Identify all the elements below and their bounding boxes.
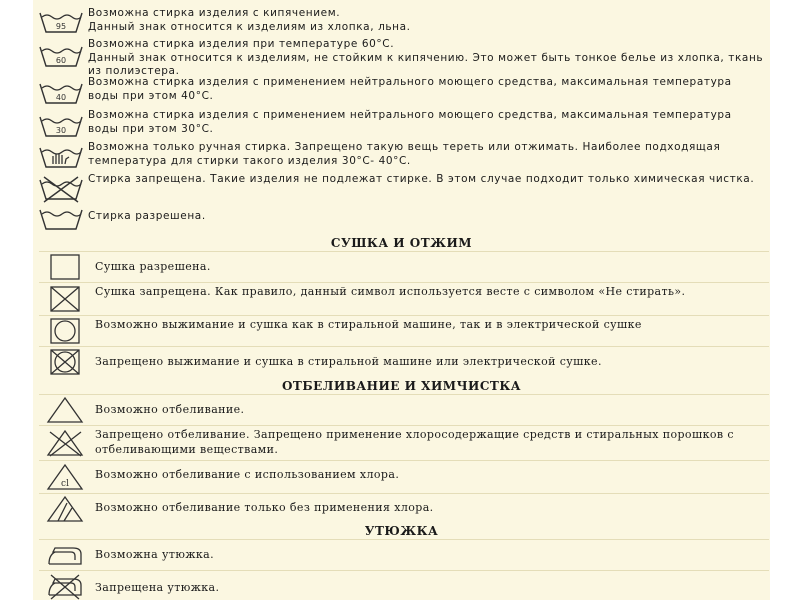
- no-bleach-icon: [45, 428, 85, 458]
- wash-95-text: Возможна стирка изделия с кипячением. Данный знак относится к изделиям из хлопка, льна.: [88, 7, 411, 33]
- wash-allowed-text: Стирка разрешена.: [88, 210, 206, 222]
- bleaching-row: [33, 426, 770, 460]
- no-iron-icon: [45, 571, 85, 601]
- wash-60-text: Возможна стирка изделия при температуре 60°С. Данный знак относится к изделиям, не стойким к кипячению. Это может быть тонкое белье из хлопка, ткань из полиэстера.: [88, 38, 764, 77]
- wash-40-text: Возможна стирка изделия с применением нейтрального моющего средства, максимальная температура воды при этом 40°С.: [88, 76, 732, 102]
- bleach-allowed-text: Возможно отбеливание.: [95, 403, 245, 416]
- drying-header: СУШКА И ОТЖИМ: [330, 236, 473, 250]
- ironing-row: [33, 540, 770, 570]
- wash-row: [33, 38, 770, 78]
- wash-60-icon: [38, 42, 84, 70]
- svg-text:30: 30: [55, 126, 67, 135]
- drying-row: [33, 347, 770, 377]
- care-symbols-sheet: [33, 0, 770, 600]
- non-chlorine-bleach-text: Возможно отбеливание только без применения хлора.: [95, 501, 434, 514]
- iron-allowed-icon: [45, 540, 85, 570]
- drying-forbidden-icon: [45, 284, 85, 314]
- chlorine-bleach-icon: [45, 462, 85, 492]
- svg-text:cl: cl: [61, 479, 69, 489]
- bleaching-row: [33, 461, 770, 493]
- iron-allowed-text: Возможна утюжка.: [95, 548, 214, 561]
- bleaching-row: [33, 494, 770, 524]
- no-wash-text: Стирка запрещена. Такие изделия не подлежат стирке. В этом случае подходит только химическая чистка.: [88, 173, 755, 185]
- no-wash-icon: [38, 175, 84, 203]
- wash-row: [33, 141, 770, 173]
- wash-30-icon: [38, 112, 84, 140]
- drying-row: [33, 252, 770, 282]
- no-bleach-text: Запрещено отбеливание. Запрещено применение хлоросодержащие средств и стиральных порошков с отбеливающими веществами.: [95, 428, 734, 456]
- drying-allowed-icon: [45, 252, 85, 282]
- wash-row: [33, 6, 770, 36]
- tumble-dry-text: Возможно выжимание и сушка как в стиральной машине, так и в электрической сушке: [95, 318, 642, 331]
- wash-30-text: Возможна стирка изделия с применением нейтрального моющего средства, максимальная температура воды при этом 30°С.: [88, 109, 732, 135]
- svg-text:60: 60: [55, 56, 67, 65]
- wash-allowed-icon: [38, 205, 84, 233]
- hand-wash-text: Возможна только ручная стирка. Запрещено такую вещь тереть или отжимать. Наиболее подходящая температура для стирки такого изделия 30°С- 40°С.: [88, 141, 721, 167]
- drying-allowed-text: Сушка разрешена.: [95, 260, 211, 273]
- no-iron-text: Запрещена утюжка.: [95, 581, 220, 594]
- bleaching-header: ОТБЕЛИВАНИЕ И ХИМЧИСТКА: [281, 379, 522, 393]
- ironing-header: УТЮЖКА: [364, 524, 439, 538]
- svg-text:40: 40: [55, 93, 67, 102]
- wash-row: [33, 173, 770, 207]
- no-tumble-dry-text: Запрещено выжимание и сушка в стиральной машине или электрической сушке.: [95, 355, 602, 368]
- bleach-allowed-icon: [45, 395, 85, 425]
- chlorine-bleach-text: Возможно отбеливание с использованием хлора.: [95, 468, 400, 481]
- drying-row: [33, 283, 770, 315]
- wash-row: [33, 205, 770, 231]
- wash-row: [33, 109, 770, 145]
- wash-40-icon: [38, 79, 84, 107]
- ironing-row: [33, 571, 770, 600]
- drying-row: [33, 316, 770, 346]
- wash-95-icon: [38, 8, 84, 36]
- svg-text:95: 95: [55, 22, 67, 31]
- no-tumble-dry-icon: [45, 347, 85, 377]
- drying-forbidden-text: Сушка запрещена. Как правило, данный символ используется весте с символом «Не стирать».: [95, 285, 686, 298]
- bleaching-row: [33, 395, 770, 425]
- non-chlorine-bleach-icon: [45, 494, 85, 524]
- wash-row: [33, 76, 770, 112]
- tumble-dry-icon: [45, 316, 85, 346]
- hand-wash-icon: [38, 143, 84, 171]
